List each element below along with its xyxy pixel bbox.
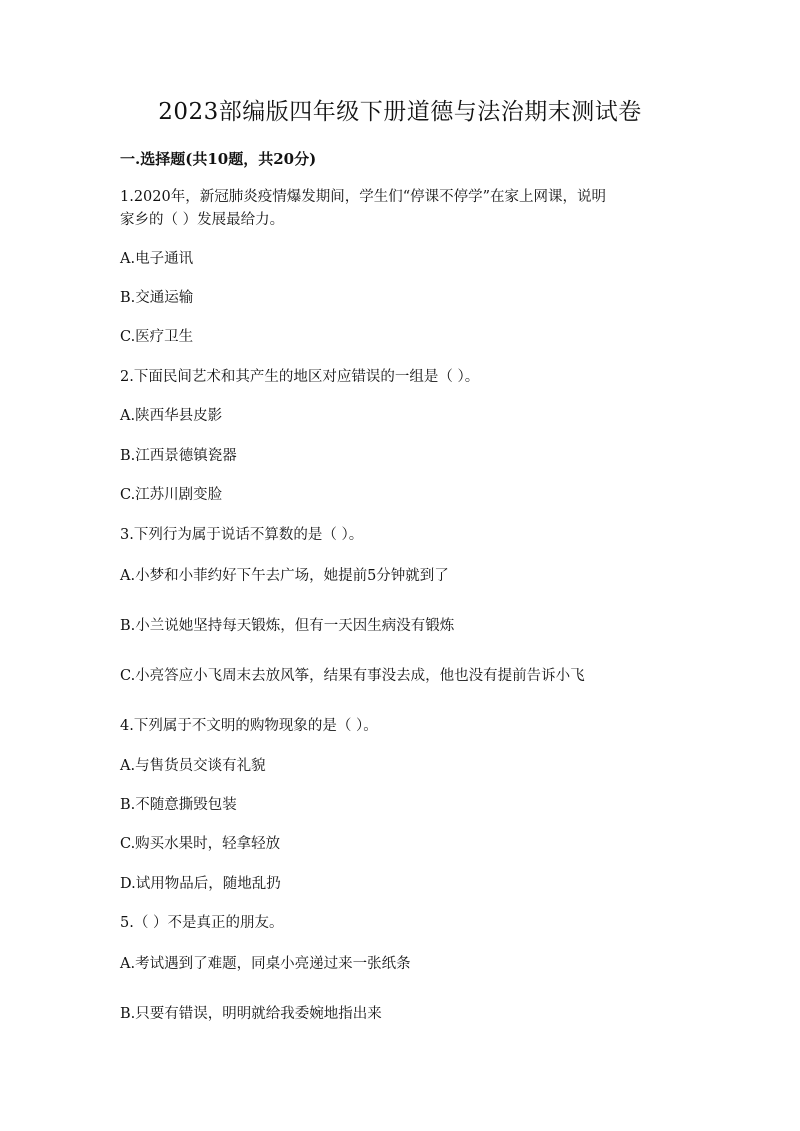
- question-4-option-b: B.不随意撕毁包装: [120, 797, 237, 813]
- page-title: 2023部编版四年级下册道德与法治期末测试卷: [158, 99, 642, 125]
- question-5-stem: 5.（ ）不是真正的朋友。: [120, 915, 284, 931]
- section-heading: 一.选择题(共10题，共20分): [120, 150, 317, 168]
- question-4-option-c: C.购买水果时，轻拿轻放: [120, 836, 281, 852]
- question-2-option-b: B.江西景德镇瓷器: [120, 448, 237, 464]
- question-5-option-b: B.只要有错误，明明就给我委婉地指出来: [120, 1006, 382, 1022]
- question-5-option-a: A.考试遇到了难题，同桌小亮递过来一张纸条: [120, 956, 411, 972]
- question-3-option-c: C.小亮答应小飞周末去放风筝，结果有事没去成，他也没有提前告诉小飞: [120, 668, 585, 684]
- question-3-stem: 3.下列行为属于说话不算数的是（ ）。: [120, 527, 364, 543]
- question-2-option-a: A.陕西华县皮影: [120, 408, 223, 424]
- question-2-stem: 2.下面民间艺术和其产生的地区对应错误的一组是（ ）。: [120, 369, 480, 385]
- question-1-option-a: A.电子通讯: [120, 251, 194, 267]
- question-3-option-b: B.小兰说她坚持每天锻炼，但有一天因生病没有锻炼: [120, 618, 455, 634]
- question-4-option-d: D.试用物品后，随地乱扔: [120, 876, 281, 892]
- question-1-stem-line-2: 家乡的（ ）发展最给力。: [120, 212, 285, 228]
- question-4-stem: 4.下列属于不文明的购物现象的是（ ）。: [120, 718, 378, 734]
- question-1-stem-line-1: 1.2020年，新冠肺炎疫情爆发期间，学生们“停课不停学”在家上网课，说明: [120, 189, 607, 205]
- question-3-option-a: A.小梦和小菲约好下午去广场，她提前5分钟就到了: [120, 568, 449, 584]
- question-1-option-b: B.交通运输: [120, 290, 194, 306]
- question-2-option-c: C.江苏川剧变脸: [120, 487, 223, 503]
- question-4-option-a: A.与售货员交谈有礼貌: [120, 758, 266, 774]
- question-1-option-c: C.医疗卫生: [120, 329, 194, 345]
